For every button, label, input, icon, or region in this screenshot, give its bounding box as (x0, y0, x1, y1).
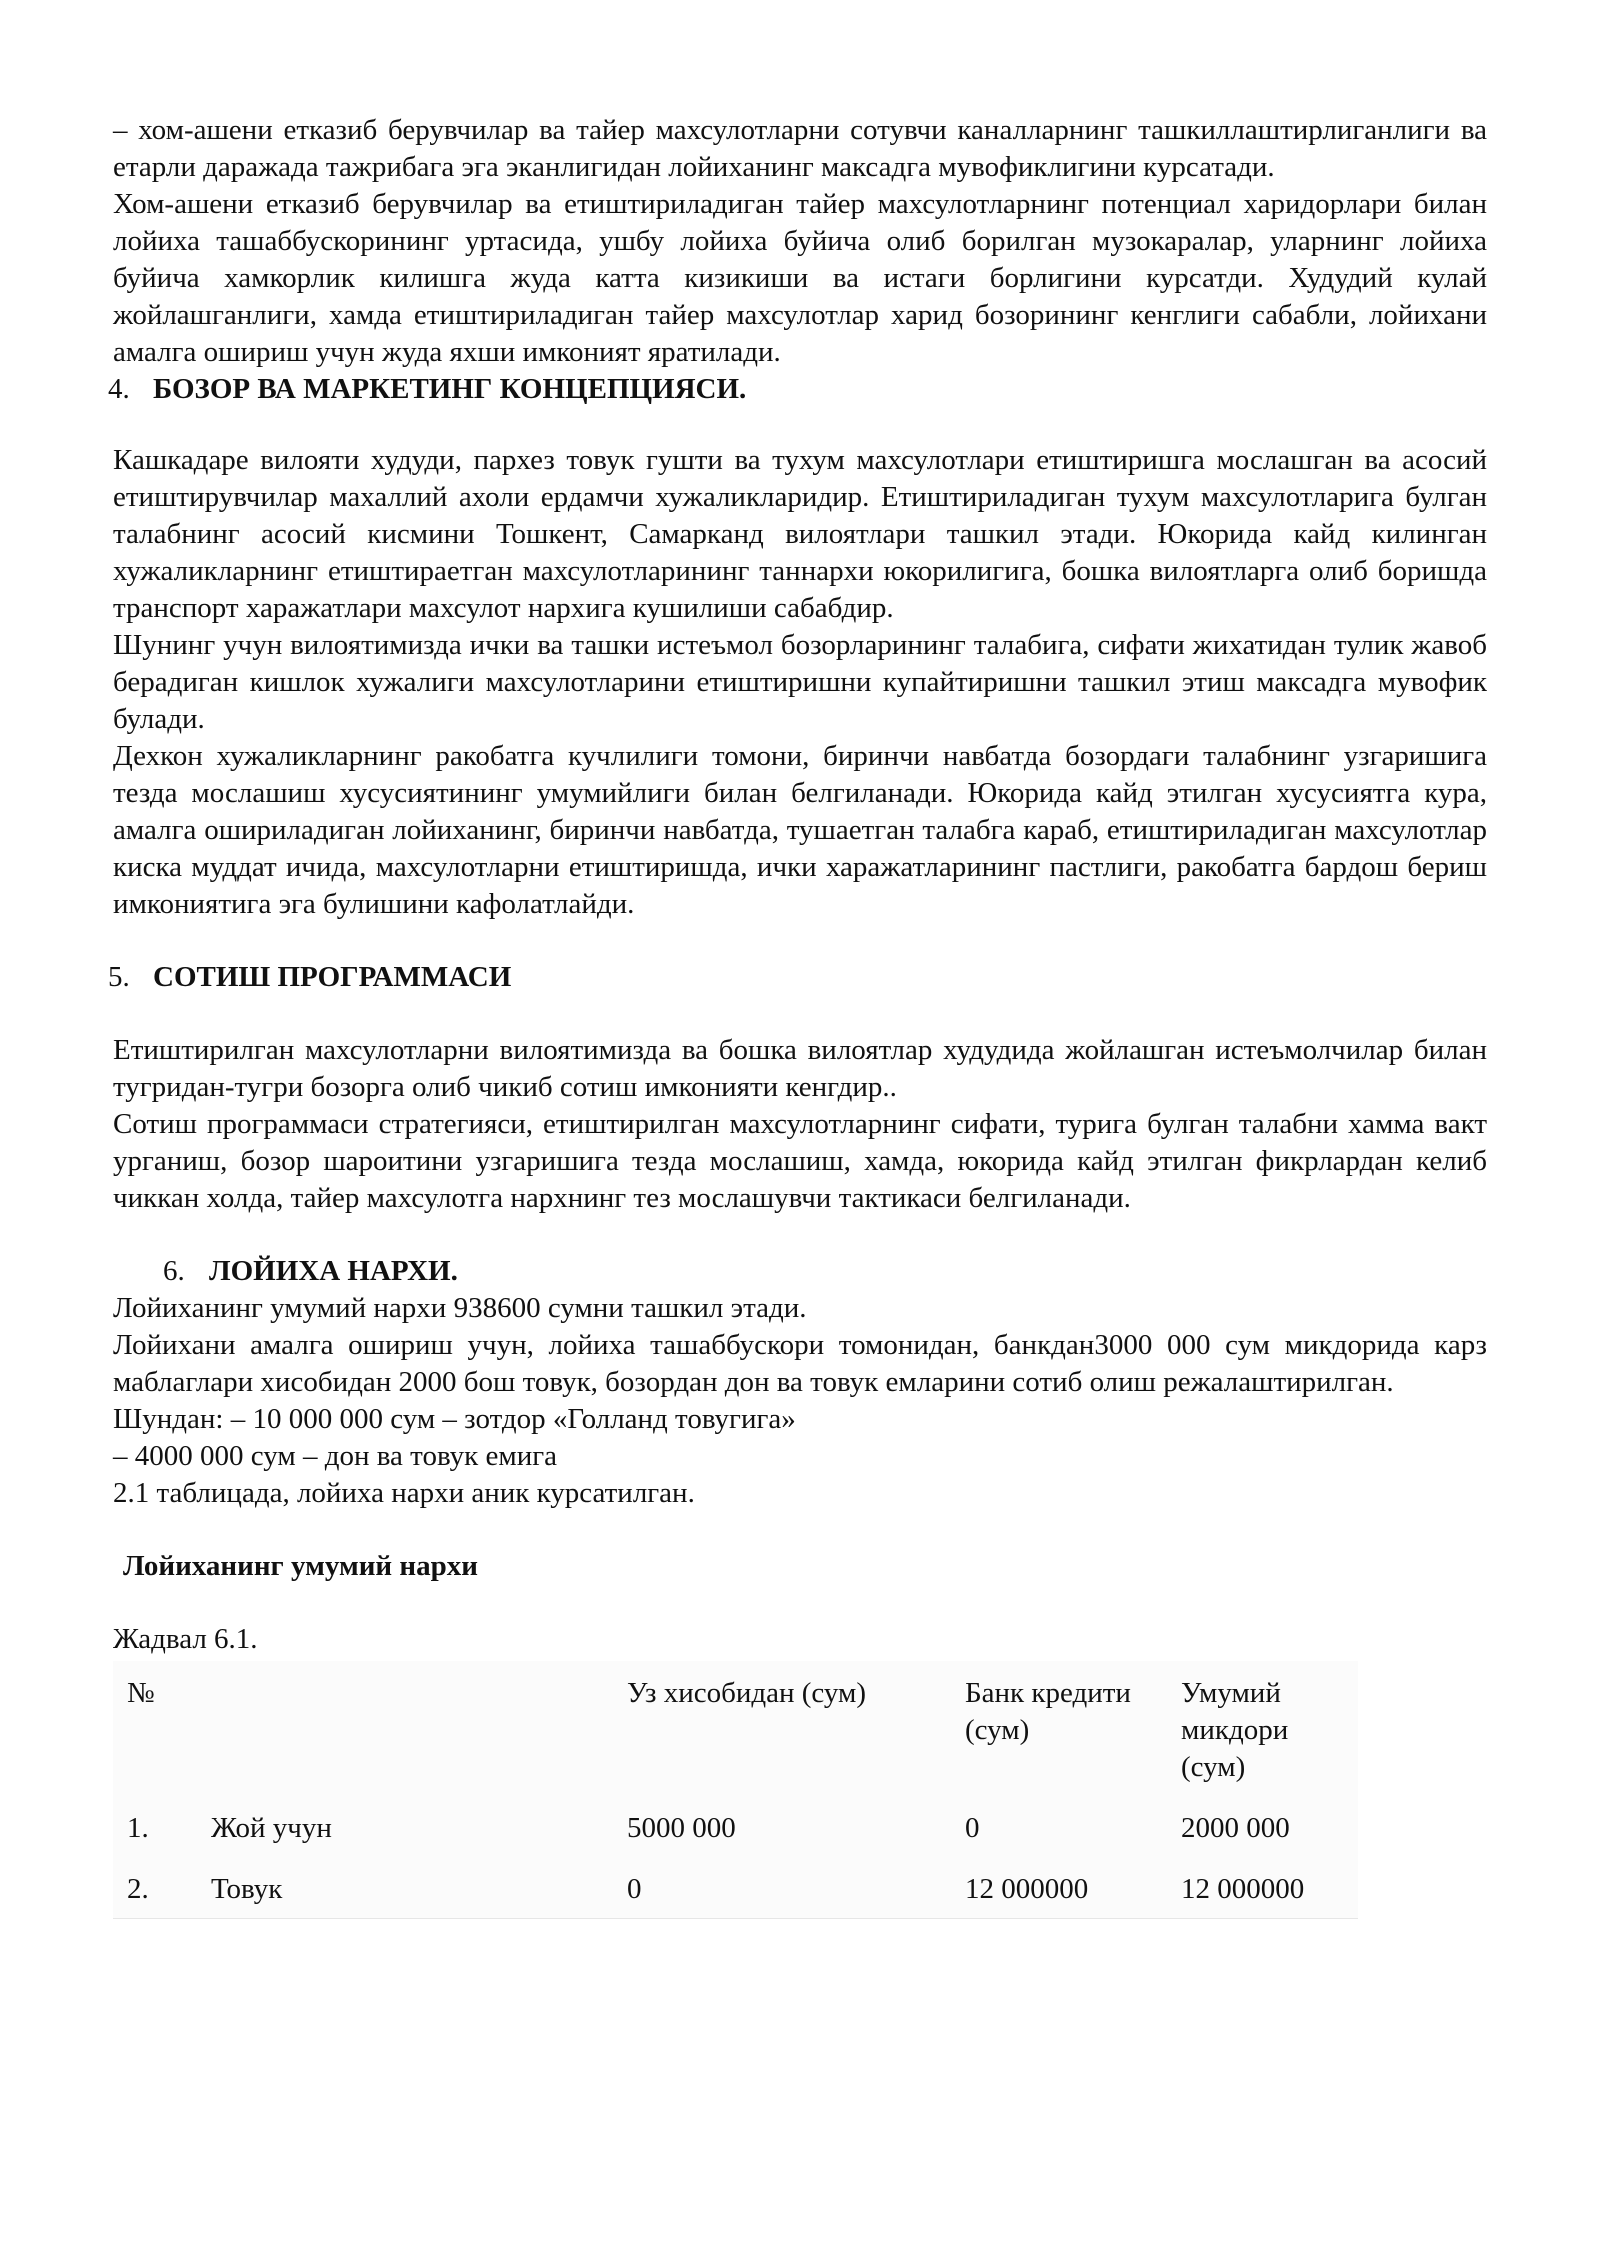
row-num: 1. (127, 1812, 149, 1844)
section-5-paragraph-1: Етиштирилган махсулотларни вилоятимизда ва бошка вилоятлар худудида жойлашган истеъмолчилар билан тугридан-тугри бозорга олиб чикиб сотиш имконияти кенгдир.. (113, 1034, 1487, 1103)
row-name: Товук (197, 1857, 613, 1919)
section-4-paragraph-1: Кашкадаре вилояти худуди, пархез товук гушти ва тухум махсулотлари етиштиришга мослашган ва асосий етиштирувчилар махаллий ахоли ердамчи хужаликларидир. Етиштириладиган тухум махсулотларига булган талабнинг асосий кисмини Тошкент, Самарканд вилоятлари ташкил этади. Юкорида кайд килинган хужаликларнинг етиштираетган махсулотларининг таннархи юкорилигига, бошка вилоятларга олиб боришда транспорт харажатлари махсулот нархига кушилиши сабабдир. (113, 444, 1487, 624)
header-bank-credit: Банк кредити (сум) (965, 1677, 1131, 1746)
table-header-row (113, 1661, 1358, 1796)
section-4-title: БОЗОР ВА МАРКЕТИНГ КОНЦЕПЦИЯСИ. (153, 373, 747, 405)
table-row (113, 1796, 1358, 1857)
header-num: № (127, 1677, 155, 1709)
table-row (113, 1857, 1358, 1919)
row-total: 2000 000 (1181, 1812, 1290, 1844)
section-4-paragraph-3: Дехкон хужаликларнинг ракобатга кучлилиги томони, биринчи навбатда бозордаги талабнинг узгаришига тезда мослашиш хусусиятининг умумийлиги билан белгиланади. Юкорида кайд этилган хусусиятга кура, амалга ошириладиган лойиханинг, биринчи навбатда, тушаетган талабга караб, етиштириладиган махсулотлар киска муддат ичида, махсулотларни етиштиришда, ички харажатларининг пастлиги, ракобатга бардош бериш имкониятига эга булишини кафолатлайди. (113, 740, 1487, 920)
header-name (197, 1661, 613, 1796)
section-4-paragraph-2: Шунинг учун вилоятимизда ички ва ташки истеъмол бозорларининг талабига, сифати жихатидан тулик жавоб берадиган кишлок хужалиги махсулотларини етиштиришни купайтиришни ташкил этиш максадга мувофик булади. (113, 629, 1487, 735)
row-own-funds: 0 (613, 1857, 951, 1919)
row-num: 2. (113, 1857, 197, 1919)
document-page (108, 112, 1487, 1919)
row-total: 12 000000 (1167, 1857, 1358, 1919)
section-6-paragraph-5: 2.1 таблицада, лойиха нархи аник курсатилган. (113, 1477, 695, 1509)
intro-paragraph-2: Хом-ашени етказиб берувчилар ва етиштириладиган тайер махсулотларнинг потенциал харидорлари билан лойиха ташаббускорининг уртасида, ушбу лойиха буйича олиб борилган музокаралар, уларнинг лойиха буйича хамкорлик килишга жуда катта кизикиши ва истаги борлигини курсатди. Худудий кулай жойлашганлиги, хамда етиштириладиган тайер махсулотлар харид бозорининг кенглиги сабабли, лойихани амалга ошириш учун жуда яхши имконият яратилади. (113, 188, 1487, 368)
row-name: Жой учун (211, 1812, 332, 1844)
section-6-paragraph-2: Лойихани амалга ошириш учун, лойиха ташаббускори томонидан, банкдан3000 000 сум микдорида карз маблаглари хисобидан 2000 бош товук, бозордан дон ва товук емларини сотиб олиш режалаштирилган. (113, 1329, 1487, 1398)
section-5-title: СОТИШ ПРОГРАММАСИ (153, 961, 512, 993)
table-caption: Жадвал 6.1. (113, 1623, 258, 1655)
table-subtitle: Лойиханинг умумий нархи (123, 1550, 478, 1582)
header-total: Умумий микдори (сум) (1181, 1677, 1289, 1783)
section-5-heading (108, 959, 1487, 996)
section-5-number: 5. (108, 961, 130, 993)
section-6-number: 6. (163, 1255, 185, 1287)
section-6-heading (113, 1253, 1487, 1290)
section-4-heading (108, 371, 1487, 408)
intro-paragraph-1: – хом-ашени етказиб берувчилар ва тайер махсулотларни сотувчи каналларнинг ташкиллаштирлиганлиги ва етарли даражада тажрибага эга эканлигидан лойиханинг максадга мувофиклигини курсатади. (113, 114, 1487, 183)
row-bank-credit: 0 (965, 1812, 980, 1844)
row-own-funds: 5000 000 (627, 1812, 736, 1844)
section-6-paragraph-1: Лойиханинг умумий нархи 938600 сумни ташкил этади. (113, 1292, 807, 1324)
row-bank-credit: 12 000000 (951, 1857, 1167, 1919)
section-5-paragraph-2: Сотиш программаси стратегияси, етиштирилган махсулотларнинг сифати, турига булган талабни хамма вакт урганиш, бозор шароитини узгаришига тезда мослашиш, хамда, юкорида кайд этилган фикрлардан келиб чиккан холда, тайер махсулотга нархнинг тез мослашувчи тактикаси белгиланади. (113, 1108, 1487, 1214)
section-6-paragraph-3: Шундан: – 10 000 000 сум – зотдор «Голланд товугига» (113, 1403, 796, 1435)
section-4-number: 4. (108, 373, 130, 405)
header-own-funds: Уз хисобидан (сум) (627, 1677, 867, 1709)
section-6-paragraph-4: – 4000 000 сум – дон ва товук емига (113, 1440, 558, 1472)
project-cost-table (113, 1661, 1358, 1919)
section-6-title: ЛОЙИХА НАРХИ. (209, 1255, 458, 1287)
